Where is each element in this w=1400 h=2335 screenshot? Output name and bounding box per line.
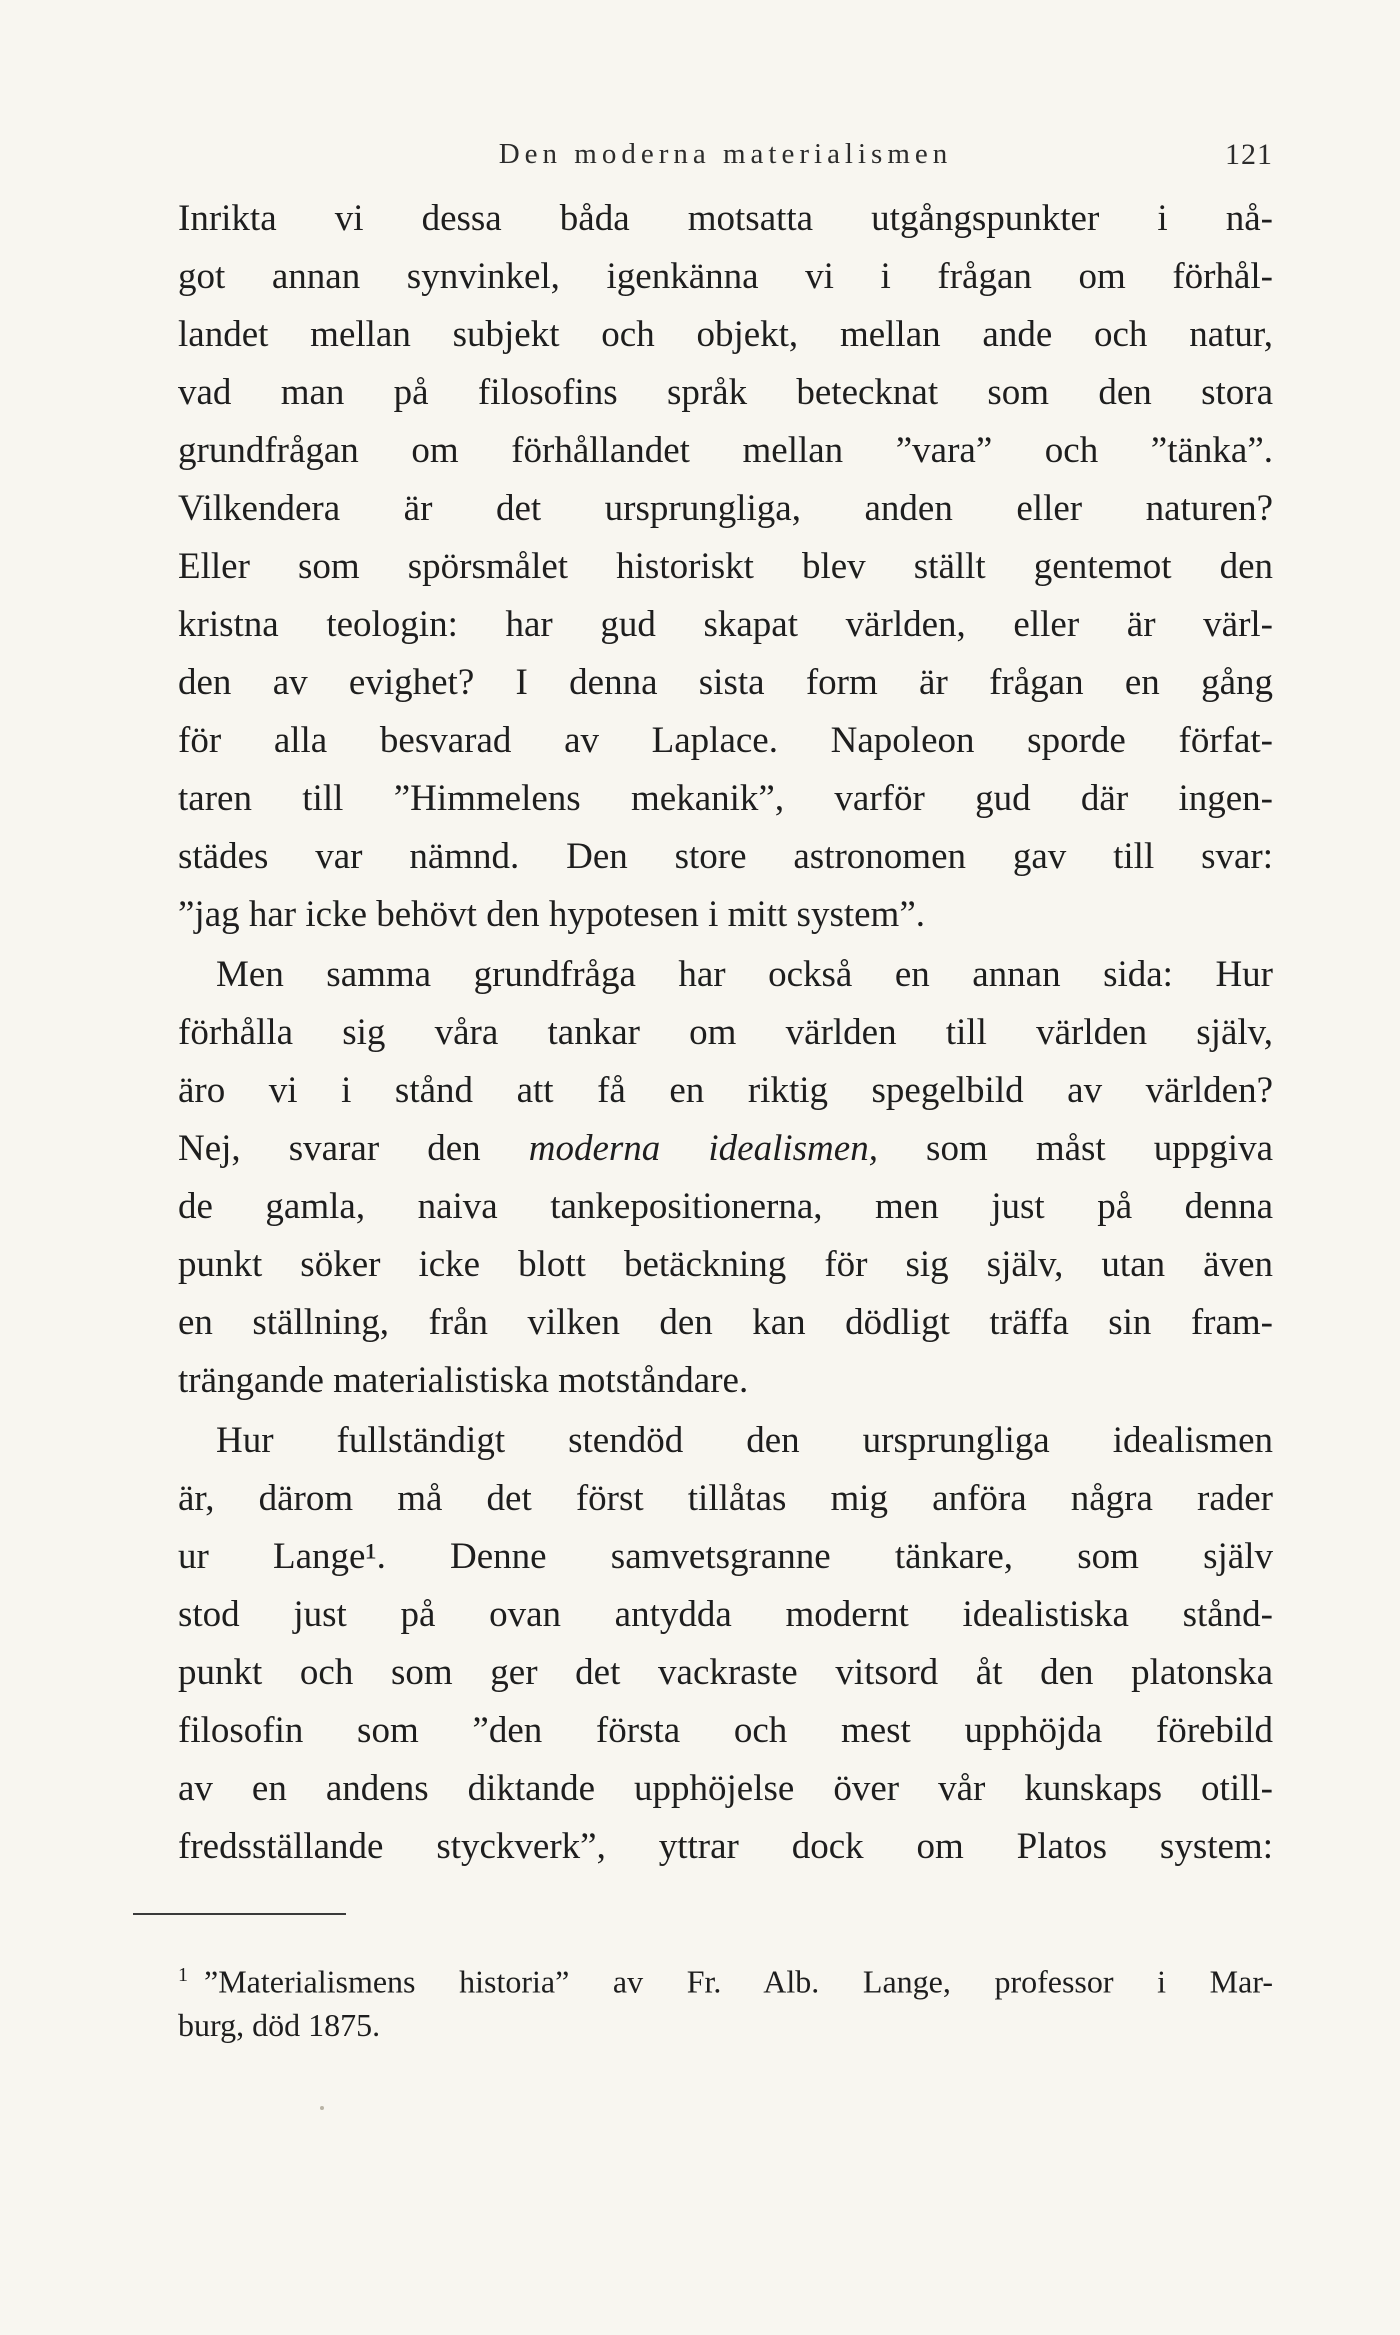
- body-line: de gamla, naiva tankepositionerna, men just på denna: [178, 1186, 1273, 1227]
- body-line: Vilkendera är det ursprungliga, anden eller naturen?: [178, 488, 1273, 529]
- body-line: taren till ”Himmelens mekanik”, varför gud där ingen-: [178, 778, 1273, 819]
- body-line: en ställning, från vilken den kan dödligt träffa sin fram-: [178, 1302, 1273, 1343]
- footnote-marker: 1: [178, 1964, 188, 1986]
- body-line: punkt söker icke blott betäckning för sig själv, utan även: [178, 1244, 1273, 1285]
- body-line: Nej, svarar den moderna idealismen, som måst uppgiva: [178, 1128, 1273, 1169]
- body-line: filosofin som ”den första och mest upphöjda förebild: [178, 1710, 1273, 1751]
- running-head: [178, 138, 1273, 178]
- body-text: [178, 190, 1273, 1876]
- paper-speck: [320, 2106, 324, 2110]
- body-line: vad man på filosofins språk betecknat som den stora: [178, 372, 1273, 413]
- body-line: städes var nämnd. Den store astronomen gav till svar:: [178, 836, 1273, 877]
- emphasis: moderna idealismen,: [528, 1128, 878, 1169]
- body-line: Eller som spörsmålet historiskt blev ställt gentemot den: [178, 546, 1273, 587]
- body-line: den av evighet? I denna sista form är frågan en gång: [178, 662, 1273, 703]
- running-title: Den moderna materialismen: [498, 138, 953, 170]
- footnotes: [178, 1950, 1273, 2050]
- body-line: trängande materialistiska motståndare.: [178, 1360, 749, 1401]
- body-line: landet mellan subjekt och objekt, mellan ande och natur,: [178, 314, 1273, 355]
- page-number: 121: [1225, 138, 1273, 171]
- body-line: äro vi i stånd att få en riktig spegelbild av världen?: [178, 1070, 1273, 1111]
- body-line: Hur fullständigt stendöd den ursprungliga idealismen: [216, 1420, 1273, 1461]
- body-line: Men samma grundfråga har också en annan sida: Hur: [216, 954, 1273, 995]
- footnote-line-2: burg, död 1875.: [178, 2007, 381, 2043]
- footnote-rule: [133, 1913, 346, 1915]
- body-line: ”jag har icke behövt den hypotesen i mitt system”.: [178, 894, 925, 935]
- body-line: av en andens diktande upphöjelse över vår kunskaps otill-: [178, 1768, 1273, 1809]
- body-line: grundfrågan om förhållandet mellan ”vara” och ”tänka”.: [178, 430, 1273, 471]
- body-line: förhålla sig våra tankar om världen till världen själv,: [178, 1012, 1273, 1053]
- body-line: är, därom må det först tillåtas mig anföra några rader: [178, 1478, 1273, 1519]
- body-line: ur Lange¹. Denne samvetsgranne tänkare, som själv: [178, 1536, 1273, 1577]
- body-line: punkt och som ger det vackraste vitsord åt den platonska: [178, 1652, 1273, 1693]
- footnote-line-1: [178, 1950, 1273, 2000]
- body-line: stod just på ovan antydda modernt idealistiska stånd-: [178, 1594, 1273, 1635]
- body-line: fredsställande styckverk”, yttrar dock om Platos system:: [178, 1826, 1273, 1867]
- body-line: Inrikta vi dessa båda motsatta utgångspunkter i nå-: [178, 198, 1273, 239]
- body-line: got annan synvinkel, igenkänna vi i frågan om förhål-: [178, 256, 1273, 297]
- body-line: för alla besvarad av Laplace. Napoleon sporde förfat-: [178, 720, 1273, 761]
- footnote-text-1: ”Materialismens historia” av Fr. Alb. Lange, professor i Mar-: [204, 1963, 1273, 2000]
- body-line: kristna teologin: har gud skapat världen, eller är värl-: [178, 604, 1273, 645]
